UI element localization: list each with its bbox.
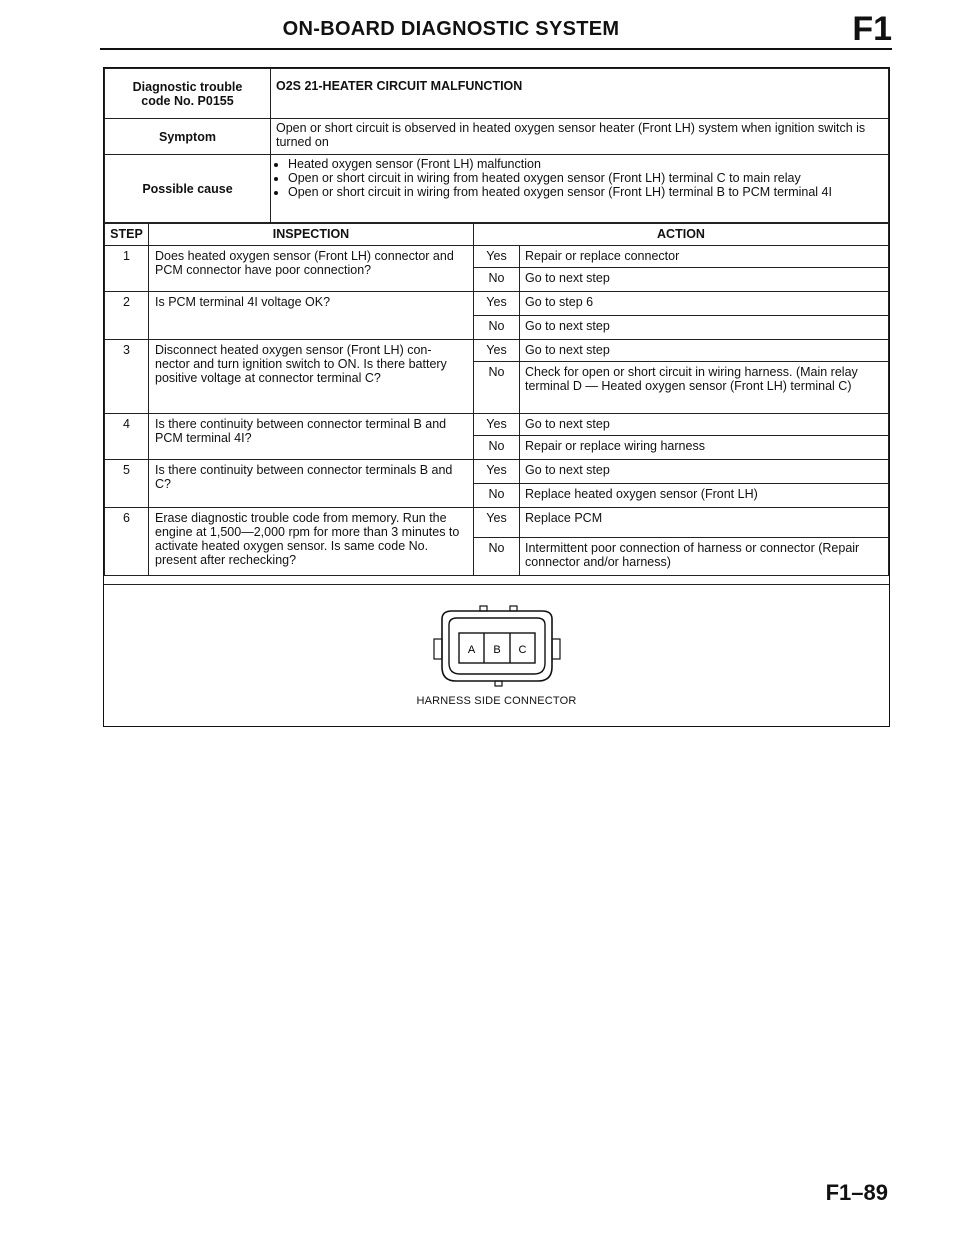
page-header [100,10,892,50]
step-inspection: Is there continuity between connector terminal B and PCM terminal 4I? [149,414,474,460]
dtc-label [105,69,271,119]
no-label: No [474,538,520,576]
step-inspection: Does heated oxygen sensor (Front LH) connector and PCM connector have poor connection? [149,246,474,292]
yes-action: Repair or replace connector [520,246,889,268]
connector-caption: HARNESS SIDE CONNECTOR [416,695,577,707]
no-action: Go to next step [520,268,889,292]
section-code: F1 [852,10,892,48]
possible-cause-value [271,155,889,223]
step-inspection: Disconnect heated oxygen sensor (Front LH) con- nector and turn ignition switch to ON. Is there battery positive voltage at connector terminal C? [149,340,474,414]
step-row [105,414,889,436]
no-action: Intermittent poor connection of harness or connector (Repair connector and/or harness) [520,538,889,576]
possible-cause-item: • Heated oxygen sensor (Front LH) malfunction [288,157,883,171]
inspection-steps-table [104,223,889,576]
inspection-column-header: INSPECTION [149,224,474,246]
yes-label: Yes [474,340,520,362]
no-label: No [474,362,520,414]
step-inspection: Is PCM terminal 4I voltage OK? [149,292,474,340]
step-column-header: STEP [105,224,149,246]
yes-action: Go to step 6 [520,292,889,316]
step-number: 6 [105,508,149,576]
step-row [105,340,889,362]
action-column-header: ACTION [474,224,889,246]
terminal-b-label: B [493,644,501,656]
possible-cause-item: • Open or short circuit in wiring from heated oxygen sensor (Front LH) terminal C to main relay [288,171,883,185]
step-inspection: Erase diagnostic trouble code from memory. Run the engine at 1,500—2,000 rpm for more than 3 minutes to activate heated oxygen sensor. Is same code No. present after rechecking? [149,508,474,576]
diagnostic-procedure-frame [103,67,890,727]
no-label: No [474,268,520,292]
yes-label: Yes [474,414,520,436]
yes-label: Yes [474,508,520,538]
symptom-row [105,119,889,155]
dtc-summary-table [104,68,889,223]
possible-cause-row [105,155,889,223]
step-number: 3 [105,340,149,414]
terminal-a-label: A [467,644,476,656]
step-row [105,508,889,538]
dtc-row [105,69,889,119]
yes-label: Yes [474,460,520,484]
step-number: 4 [105,414,149,460]
dtc-value: O2S 21-HEATER CIRCUIT MALFUNCTION [271,69,889,119]
page-title: ON-BOARD DIAGNOSTIC SYSTEM [282,18,620,40]
steps-header-row [105,224,889,246]
dtc-label-line1: Diagnostic trouble [132,79,243,94]
header-rule [100,48,892,50]
symptom-value: Open or short circuit is observed in heated oxygen sensor heater (Front LH) system when ignition switch is turned on [271,119,889,155]
possible-cause-list [276,157,883,199]
symptom-label: Symptom [105,119,271,155]
no-action: Replace heated oxygen sensor (Front LH) [520,484,889,508]
step-row [105,292,889,316]
step-row [105,246,889,268]
connector-side-tab-right [552,639,560,659]
connector-figure [104,584,889,725]
possible-cause-label: Possible cause [105,155,271,223]
harness-connector-diagram [422,605,572,695]
no-action: Check for open or short circuit in wiring harness. (Main relay terminal D — Heated oxygen sensor (Front LH) terminal C) [520,362,889,414]
step-number: 5 [105,460,149,508]
terminal-c-label: C [518,644,527,656]
connector-side-tab-left [434,639,442,659]
step-row [105,460,889,484]
no-label: No [474,436,520,460]
step-inspection: Is there continuity between connector terminals B and C? [149,460,474,508]
dtc-label-line2: code No. P0155 [141,93,234,108]
no-label: No [474,316,520,340]
yes-action: Go to next step [520,414,889,436]
page-number: F1–89 [825,1180,888,1205]
no-label: No [474,484,520,508]
yes-action: Go to next step [520,460,889,484]
step-number: 1 [105,246,149,292]
yes-label: Yes [474,246,520,268]
no-action: Repair or replace wiring harness [520,436,889,460]
yes-label: Yes [474,292,520,316]
possible-cause-item: • Open or short circuit in wiring from heated oxygen sensor (Front LH) terminal B to PCM terminal 4I [288,185,883,199]
no-action: Go to next step [520,316,889,340]
step-number: 2 [105,292,149,340]
yes-action: Go to next step [520,340,889,362]
yes-action: Replace PCM [520,508,889,538]
